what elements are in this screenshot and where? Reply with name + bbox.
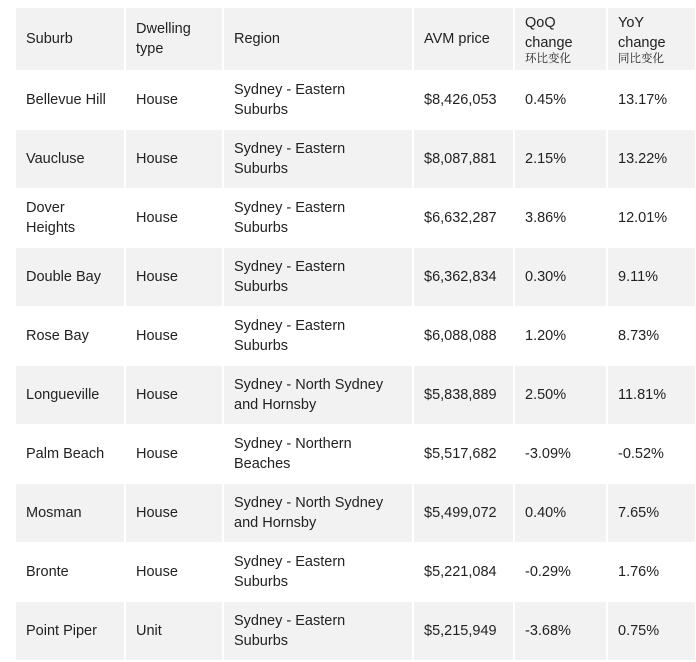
cell-region: Sydney - North Sydney and Hornsby <box>224 366 412 424</box>
header-avm-price: AVM price <box>414 8 513 70</box>
table-row <box>16 602 695 660</box>
cell-suburb: Double Bay <box>16 248 124 306</box>
header-region: Region <box>224 8 412 70</box>
table-body <box>16 71 695 660</box>
cell-dwelling-type: House <box>126 248 222 306</box>
cell-dwelling-type: House <box>126 189 222 247</box>
cell-dwelling-type: House <box>126 71 222 129</box>
cell-yoy-change: 9.11% <box>608 248 695 306</box>
cell-qoq-change: 0.40% <box>515 484 606 542</box>
cell-yoy-change: 1.76% <box>608 543 695 601</box>
cell-yoy-change: 11.81% <box>608 366 695 424</box>
header-suburb: Suburb <box>16 8 124 70</box>
header-qoq-label: QoQ change <box>525 15 573 51</box>
cell-avm-price: $5,838,889 <box>414 366 513 424</box>
cell-qoq-change: -3.68% <box>515 602 606 660</box>
header-row <box>16 8 695 70</box>
cell-qoq-change: 1.20% <box>515 307 606 365</box>
cell-suburb: Longueville <box>16 366 124 424</box>
table-row <box>16 307 695 365</box>
header-qoq-label-zh: 环比变化 <box>525 53 571 65</box>
cell-avm-price: $6,632,287 <box>414 189 513 247</box>
cell-yoy-change: 0.75% <box>608 602 695 660</box>
cell-region: Sydney - Eastern Suburbs <box>224 602 412 660</box>
cell-avm-price: $5,221,084 <box>414 543 513 601</box>
cell-region: Sydney - Eastern Suburbs <box>224 71 412 129</box>
header-yoy-label: YoY change <box>618 15 666 51</box>
cell-yoy-change: 13.17% <box>608 71 695 129</box>
cell-region: Sydney - Eastern Suburbs <box>224 130 412 188</box>
cell-avm-price: $5,215,949 <box>414 602 513 660</box>
cell-suburb: Point Piper <box>16 602 124 660</box>
cell-yoy-change: 12.01% <box>608 189 695 247</box>
table-row <box>16 425 695 483</box>
header-qoq-change <box>515 8 606 70</box>
cell-suburb: Vaucluse <box>16 130 124 188</box>
cell-suburb: Bronte <box>16 543 124 601</box>
cell-yoy-change: -0.52% <box>608 425 695 483</box>
cell-suburb: Palm Beach <box>16 425 124 483</box>
header-yoy-label-zh: 同比变化 <box>618 53 664 65</box>
cell-qoq-change: -0.29% <box>515 543 606 601</box>
table-header <box>16 8 695 70</box>
suburb-price-table <box>14 7 696 661</box>
cell-avm-price: $6,088,088 <box>414 307 513 365</box>
header-yoy-change <box>608 8 695 70</box>
table-row <box>16 71 695 129</box>
cell-qoq-change: 3.86% <box>515 189 606 247</box>
cell-qoq-change: 0.45% <box>515 71 606 129</box>
cell-region: Sydney - Eastern Suburbs <box>224 543 412 601</box>
cell-qoq-change: 2.50% <box>515 366 606 424</box>
cell-dwelling-type: House <box>126 425 222 483</box>
cell-region: Sydney - Eastern Suburbs <box>224 307 412 365</box>
cell-avm-price: $8,087,881 <box>414 130 513 188</box>
cell-avm-price: $6,362,834 <box>414 248 513 306</box>
cell-yoy-change: 13.22% <box>608 130 695 188</box>
cell-dwelling-type: House <box>126 484 222 542</box>
cell-yoy-change: 8.73% <box>608 307 695 365</box>
cell-dwelling-type: House <box>126 366 222 424</box>
cell-region: Sydney - Eastern Suburbs <box>224 189 412 247</box>
cell-qoq-change: 2.15% <box>515 130 606 188</box>
table-row <box>16 189 695 247</box>
cell-avm-price: $5,517,682 <box>414 425 513 483</box>
cell-dwelling-type: House <box>126 307 222 365</box>
cell-suburb: Dover Heights <box>16 189 124 247</box>
cell-region: Sydney - North Sydney and Hornsby <box>224 484 412 542</box>
cell-qoq-change: 0.30% <box>515 248 606 306</box>
cell-region: Sydney - Northern Beaches <box>224 425 412 483</box>
cell-avm-price: $5,499,072 <box>414 484 513 542</box>
cell-yoy-change: 7.65% <box>608 484 695 542</box>
table-row <box>16 543 695 601</box>
table-row <box>16 248 695 306</box>
cell-suburb: Bellevue Hill <box>16 71 124 129</box>
cell-suburb: Mosman <box>16 484 124 542</box>
table-row <box>16 484 695 542</box>
cell-dwelling-type: Unit <box>126 602 222 660</box>
cell-dwelling-type: House <box>126 543 222 601</box>
table-row <box>16 130 695 188</box>
cell-avm-price: $8,426,053 <box>414 71 513 129</box>
cell-suburb: Rose Bay <box>16 307 124 365</box>
table-row <box>16 366 695 424</box>
cell-dwelling-type: House <box>126 130 222 188</box>
cell-qoq-change: -3.09% <box>515 425 606 483</box>
cell-region: Sydney - Eastern Suburbs <box>224 248 412 306</box>
header-dwelling-type: Dwelling type <box>126 8 222 70</box>
